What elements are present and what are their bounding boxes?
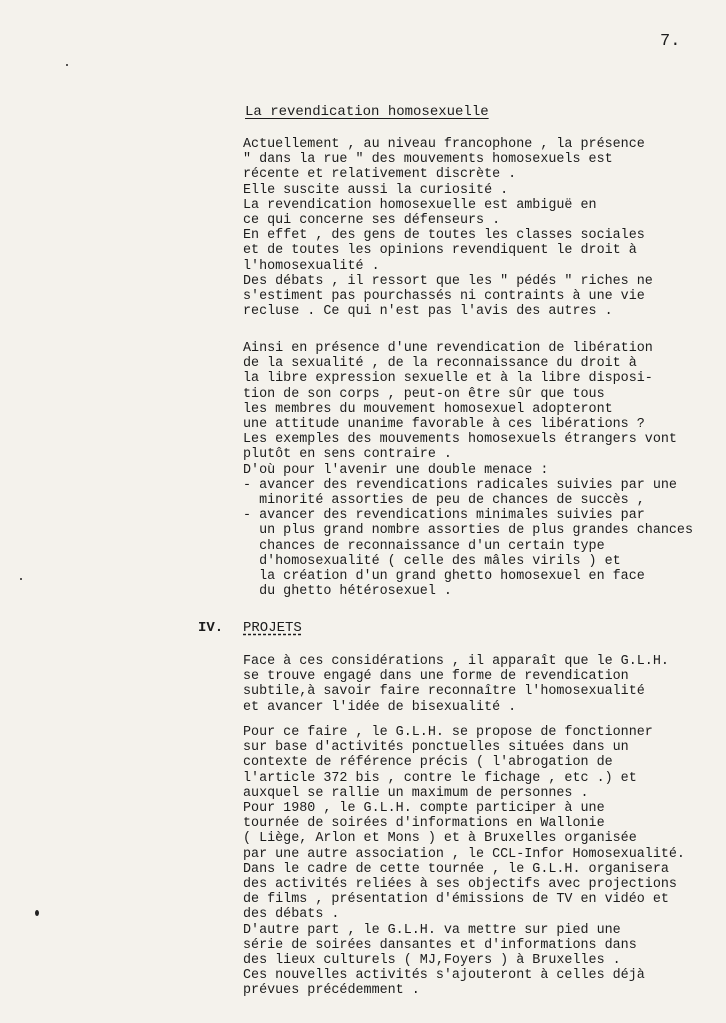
text-line: auxquel se rallie un maximum de personnes . [243, 785, 589, 801]
text-line: subtile,à savoir faire reconnaître l'homosexualité [243, 684, 645, 700]
text-line: de la sexualité , de la reconnaissance du droit à [243, 356, 637, 372]
paragraph-intro [243, 137, 653, 319]
text-line: récente et relativement discrète . [243, 167, 517, 183]
text-line: ce qui concerne ses défenseurs . [243, 213, 501, 229]
text-line: tion de son corps , peut-on être sûr que tous [243, 386, 605, 402]
section-title: PROJETS [243, 620, 302, 636]
text-line: Pour 1980 , le G.L.H. compte participer à une [243, 801, 605, 817]
text-line: s'estiment pas pourchassés ni contraints à une vie [243, 289, 645, 305]
text-line: la création d'un grand ghetto homosexuel en face [243, 569, 645, 585]
text-line: la libre expression sexuelle et à la libre disposi- [243, 371, 653, 387]
ink-spot [35, 910, 39, 916]
text-line: Face à ces considérations , il apparaît que le G.L.H. [243, 654, 669, 669]
text-line: sur base d'activités ponctuelles situées dans un [243, 740, 629, 756]
text-line: série de soirées dansantes et d'informations dans [243, 937, 637, 953]
text-line: contexte de référence précis ( l'abrogation de [243, 755, 613, 771]
text-line: des activités reliées à ses objectifs avec projections [243, 877, 677, 893]
text-line: Ces nouvelles activités s'ajouteront à celles déjà [243, 968, 645, 984]
text-line: du ghetto hétérosexuel . [243, 584, 452, 600]
text-line: Des débats , il ressort que les " pédés " riches ne [243, 273, 653, 289]
text-line: recluse . Ce qui n'est pas l'avis des autres . [243, 304, 613, 320]
text-line: l'article 372 bis , contre le fichage , etc .) et [243, 770, 637, 786]
text-line: Les exemples des mouvements homosexuels étrangers vont [243, 432, 677, 448]
text-line: tournée de soirées d'informations en Wallonie [243, 816, 605, 832]
paragraph-liberation [243, 341, 693, 599]
text-line: - avancer des revendications minimales suivies par [243, 508, 645, 524]
text-line: Actuellement , au niveau francophone , la présence [243, 137, 645, 152]
text-line: par une autre association , le CCL-Infor Homosexualité. [243, 846, 685, 862]
text-line: ( Liège, Arlon et Mons ) et à Bruxelles organisée [243, 831, 637, 847]
text-line: " dans la rue " des mouvements homosexuels est [243, 152, 613, 168]
text-line: se trouve engagé dans une forme de revendication [243, 669, 629, 685]
text-line: minorité assorties de peu de chances de succès , [243, 493, 645, 509]
page-number: 7. [660, 32, 681, 51]
text-line: l'homosexualité . [243, 258, 380, 274]
text-line: une attitude unanime favorable à ces libérations ? [243, 417, 645, 433]
text-line: plutôt en sens contraire . [243, 447, 452, 463]
text-line: chances de reconnaissance d'un certain type [243, 538, 605, 554]
text-line: Pour ce faire , le G.L.H. se propose de fonctionner [243, 725, 653, 740]
ink-spot [20, 578, 22, 580]
text-line: et de toutes les opinions revendiquent le droit à [243, 243, 637, 259]
text-line: prévues précédemment . [243, 983, 420, 999]
text-line: D'où pour l'avenir une double menace : [243, 462, 549, 478]
text-line: des lieux culturels ( MJ,Foyers ) à Bruxelles . [243, 953, 621, 969]
text-line: de films , présentation d'émissions de TV en vidéo et [243, 892, 669, 908]
text-line: les membres du mouvement homosexuel adopteront [243, 401, 613, 417]
text-line: La revendication homosexuelle est ambiguë en [243, 197, 597, 213]
text-line: Elle suscite aussi la curiosité . [243, 182, 509, 198]
paragraph-considerations [243, 654, 669, 715]
paragraph-activities [243, 725, 685, 999]
section-heading: La revendication homosexuelle [245, 104, 489, 120]
section-numeral: IV. [198, 620, 224, 636]
text-line: et avancer l'idée de bisexualité . [243, 699, 517, 715]
text-line: Dans le cadre de cette tournée , le G.L.H. organisera [243, 861, 669, 877]
text-line: En effet , des gens de toutes les classes sociales [243, 228, 645, 244]
text-line: Ainsi en présence d'une revendication de libération [243, 341, 653, 356]
text-line: D'autre part , le G.L.H. va mettre sur pied une [243, 922, 621, 938]
ink-spot [66, 64, 68, 66]
text-line: un plus grand nombre assorties de plus grandes chances [243, 523, 693, 539]
text-line: d'homosexualité ( celle des mâles virils ) et [243, 553, 621, 569]
text-line: des débats . [243, 907, 340, 923]
text-line: - avancer des revendications radicales suivies par une [243, 477, 677, 493]
